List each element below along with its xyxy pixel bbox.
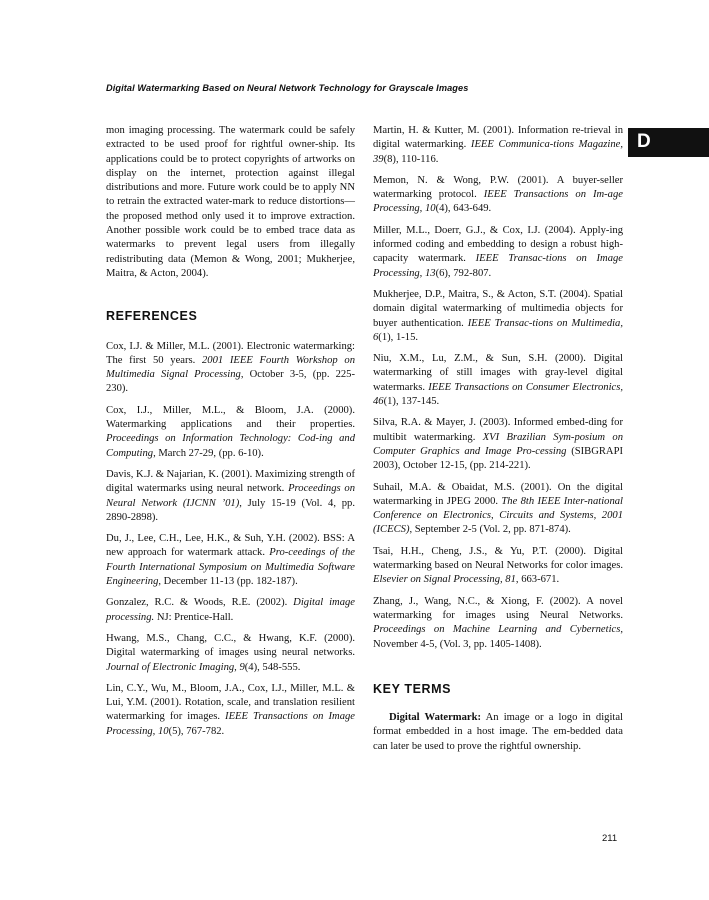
reference-authors: Martin, H. & Kutter, M. (2001). Information re-trieval in digital watermarking. [373, 125, 623, 151]
reference-entry [373, 545, 623, 588]
reference-authors: Gonzalez, R.C. & Woods, R.E. (2002). [106, 597, 294, 609]
intro-paragraph: mon imaging processing. The watermark could be safely extracted to be used proof for rightful owner-ship. Its applications could be to protect copyrights of artworks on display on the internet, protection against illegal distributions and more. Future work could be to apply NN to retrain the extracted water-mark to reduce distortions—the proposed method only used it to improve extraction. Another possible work could be to embed trace data as watermarks to prevent legal users from illegally redistributing data (Memon & Wong, 2001; Mukherjee, Maitra, & Acton, 2004). [106, 125, 355, 279]
reference-title: Proceedings on Machine Learning and Cybernetics [373, 624, 621, 636]
section-tab-letter: D [637, 131, 651, 152]
reference-details: (4), 548-555. [244, 661, 301, 673]
reference-title: Journal of Electronic Imaging, 9 [106, 661, 245, 673]
references-heading: REFERENCES [106, 309, 198, 324]
reference-title: Proceedings on Information Technology: Cod-ing and Computing [106, 433, 355, 459]
reference-details: (1), 1-15. [378, 331, 419, 343]
references-list-right [373, 124, 623, 652]
key-term-definition: An image or a logo in digital format embedded in a host image. The em-bedded data can later be used to prove the rightful ownership. [373, 712, 623, 752]
reference-authors: Miller, M.L., Doerr, G.J., & Cox, I.J. (2004). Apply-ing informed coding and embedding to design a robust high-capacity watermark. [373, 224, 623, 265]
reference-entry [373, 124, 623, 167]
reference-details: (8), 110-116. [383, 153, 439, 165]
reference-title: Pro-ceedings of the Fourth International Symposium on Multimedia Software Engineering [106, 547, 355, 588]
reference-details: (1), 137-145. [383, 396, 440, 408]
reference-title: Proceedings on Neural Network (IJCNN ’01) [106, 483, 355, 509]
reference-entry [373, 288, 623, 345]
reference-entry [373, 174, 623, 217]
reference-title: IEEE Transactions on Consumer Electronics, 46 [373, 381, 623, 408]
reference-details: , October 3-5, (pp. 225-230). [106, 369, 355, 395]
page-number: 211 [602, 833, 618, 844]
key-term-entry [373, 711, 623, 754]
reference-authors: Niu, X.M., Lu, Z.M., & Sun, S.H. (2000). Digital watermarking of still images with gray-level digital watermarks. [373, 353, 623, 393]
reference-details: , 663-671. [515, 574, 560, 586]
reference-authors: Zhang, J., Wang, N.C., & Xiong, F. (2002). A novel watermarking for images using Neural Networks. [373, 595, 623, 621]
reference-authors: Du, J., Lee, C.H., Lee, H.K., & Suh, Y.H. (2002). BSS: A new approach for watermark attack. [106, 533, 355, 559]
reference-details: (5), 767-782. [168, 725, 225, 737]
reference-details: NJ: Prentice-Hall. [154, 611, 234, 623]
reference-title: IEEE Transac-tions on Image Processing, 13 [373, 253, 623, 279]
reference-entry [106, 532, 355, 589]
reference-entry [373, 481, 623, 538]
reference-title: IEEE Transactions on Im-age Processing, 10 [373, 189, 623, 215]
reference-authors: Davis, K.J. & Najarian, K. (2001). Maximizing strength of digital watermarks using neural network. [106, 468, 355, 495]
reference-details: , July 15-19 (Vol. 4, pp. 2890-2898). [106, 497, 355, 523]
references-list-left [106, 340, 355, 739]
reference-title: IEEE Transac-tions on Multimedia, 6 [373, 317, 623, 343]
reference-authors: Lin, C.Y., Wu, M., Bloom, J.A., Cox, I.J., Miller, M.L. & Lui, Y.M. (2001). Rotation, scale, and translation resilient watermarking for images. [106, 682, 355, 723]
reference-details: , November 4-5, (Vol. 3, pp. 1405-1408). [373, 624, 623, 650]
reference-title: Elsevier on Signal Processing, 81 [373, 574, 516, 586]
reference-entry [373, 416, 623, 473]
reference-title: The 8th IEEE Inter-national Conference on Electronics, Circuits and Systems, 2001 (ICECS) [373, 495, 623, 536]
key-term-label: Digital Watermark: [389, 712, 482, 724]
reference-details: , December 11-13 (pp. 182-187). [158, 576, 298, 588]
reference-authors: Hwang, M.S., Chang, C.C., & Hwang, K.F. (2000). Digital watermarking of images using neural networks. [106, 632, 355, 659]
reference-authors: Mukherjee, D.P., Maitra, S., & Acton, S.T. (2004). Spatial domain digital watermarking of multimedia objects for buyer authentication. [373, 288, 623, 329]
right-column [373, 124, 623, 754]
reference-authors: Memon, N. & Wong, P.W. (2001). A buyer-seller watermarking protocol. [373, 174, 623, 201]
reference-authors: Silva, R.A. & Mayer, J. (2003). Informed embed-ding for multibit watermarking. [373, 417, 623, 443]
reference-title: XVI Brazilian Sym-posium on Computer Graphics and Image Pro-cessing [373, 431, 623, 457]
reference-title: Digital image processing. [106, 597, 355, 623]
reference-title: 2001 IEEE Fourth Workshop on Multimedia Signal Processing [106, 354, 355, 381]
reference-authors: Tsai, H.H., Cheng, J.S., & Yu, P.T. (2000). Digital watermarking based on Neural Networks for color images. [373, 545, 623, 572]
reference-entry [106, 596, 355, 625]
reference-title: IEEE Communica-tions Magazine, 39 [373, 139, 623, 165]
reference-details: (4), 643-649. [435, 203, 492, 215]
reference-authors: Suhail, M.A. & Obaidat, M.S. (2001). On the digital watermarking in JPEG 2000. [373, 481, 623, 507]
left-column [106, 124, 355, 746]
reference-authors: Cox, I.J., Miller, M.L., & Bloom, J.A. (2000). Watermarking applications and their properties. [106, 404, 355, 431]
reference-details: (6), 792-807. [435, 267, 492, 279]
reference-entry [373, 224, 623, 281]
reference-entry [106, 682, 355, 739]
reference-details: (SIBGRAPI 2003), October 12-15, (pp. 214-221). [373, 445, 623, 472]
running-head: Digital Watermarking Based on Neural Network Technology for Grayscale Images [106, 83, 469, 93]
reference-details: , March 27-29, (pp. 6-10). [153, 447, 264, 459]
reference-authors: Cox, I.J. & Miller, M.L. (2001). Electronic watermarking: The first 50 years. [106, 340, 355, 366]
reference-entry [373, 352, 623, 409]
reference-entry [106, 404, 355, 461]
reference-entry [106, 468, 355, 525]
reference-entry [373, 595, 623, 652]
key-terms-heading: KEY TERMS [373, 681, 452, 696]
reference-title: IEEE Transactions on Image Processing, 10 [106, 711, 355, 737]
reference-entry [106, 632, 355, 675]
reference-details: , September 2-5 (Vol. 2, pp. 871-874). [409, 524, 571, 536]
reference-entry [106, 340, 355, 397]
